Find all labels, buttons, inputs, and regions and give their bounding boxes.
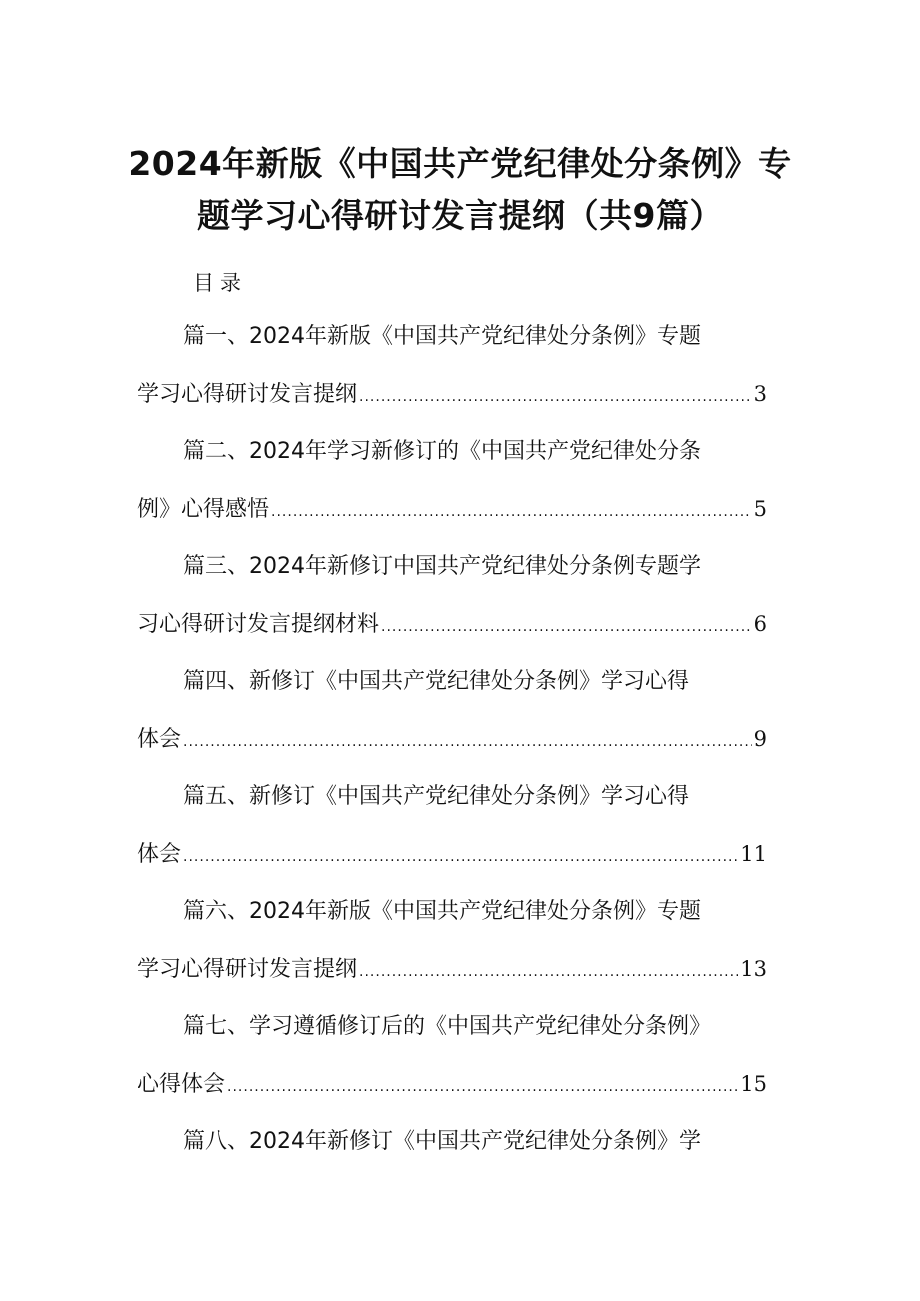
toc-page-number: 13: [740, 957, 767, 981]
toc-leader-dots: [183, 838, 738, 876]
toc-leader-dots: [381, 608, 752, 646]
toc-leader-dots: [227, 1068, 738, 1106]
toc-entry-continuation-row: [137, 835, 767, 876]
toc-entry-title: 篇二、2024年学习新修订的《中国共产党纪律处分条: [183, 439, 701, 464]
toc-page-number: 9: [753, 727, 767, 751]
toc-entry-title-continued: 体会: [137, 727, 182, 752]
toc-page-number: 6: [753, 612, 767, 636]
toc-entry-title-continued: 体会: [137, 842, 182, 867]
toc-entry-title: 篇一、2024年新版《中国共产党纪律处分条例》专题: [183, 324, 701, 349]
toc-entry-title-continued: 习心得研讨发言提纲材料: [137, 612, 380, 637]
toc-entry-continuation-row: [137, 375, 767, 416]
toc-entry-continuation-row: [137, 605, 767, 646]
toc-page-number: 11: [740, 842, 767, 866]
toc-leader-dots: [271, 493, 752, 531]
toc-entry-title-continued: 学习心得研讨发言提纲: [137, 382, 358, 407]
toc-entry-3[interactable]: [137, 548, 767, 663]
toc-entry-7[interactable]: [137, 1008, 767, 1123]
toc-entry-title-continued: 学习心得研讨发言提纲: [137, 957, 358, 982]
toc-entry-title: 篇六、2024年新版《中国共产党纪律处分条例》专题: [183, 899, 701, 924]
document-title: [120, 138, 800, 242]
toc-entry-4[interactable]: [137, 663, 767, 778]
table-of-contents: [137, 318, 767, 1238]
toc-entry-title: 篇三、2024年新修订中国共产党纪律处分条例专题学: [183, 554, 701, 579]
toc-entry-continuation-row: [137, 1065, 767, 1106]
toc-entry-2[interactable]: [137, 433, 767, 548]
title-line-1: 2024年新版《中国共产党纪律处分条例》专: [128, 144, 792, 183]
toc-heading: 目录: [193, 271, 247, 295]
toc-entry-5[interactable]: [137, 778, 767, 893]
toc-leader-dots: [359, 953, 738, 991]
toc-entry-continuation-row: [137, 720, 767, 761]
toc-entry-title: 篇四、新修订《中国共产党纪律处分条例》学习心得: [183, 669, 690, 694]
toc-entry-1[interactable]: [137, 318, 767, 433]
title-line-2: 题学习心得研讨发言提纲（共9篇）: [197, 196, 723, 235]
toc-entry-continuation-row: [137, 490, 767, 531]
toc-entry-title: 篇七、学习遵循修订后的《中国共产党纪律处分条例》: [183, 1014, 712, 1039]
toc-entry-title-continued: 心得体会: [137, 1072, 226, 1097]
toc-entry-title-continued: 例》心得感悟: [137, 497, 270, 522]
toc-entry-6[interactable]: [137, 893, 767, 1008]
toc-entry-continuation-row: [137, 950, 767, 991]
toc-page-number: 5: [753, 497, 767, 521]
toc-page-number: 15: [740, 1072, 767, 1096]
toc-page-number: 3: [753, 382, 767, 406]
toc-leader-dots: [359, 378, 752, 416]
toc-entry-title: 篇八、2024年新修订《中国共产党纪律处分条例》学: [183, 1129, 701, 1154]
toc-entry-8[interactable]: [137, 1123, 767, 1238]
toc-leader-dots: [183, 723, 752, 761]
toc-entry-title: 篇五、新修订《中国共产党纪律处分条例》学习心得: [183, 784, 690, 809]
